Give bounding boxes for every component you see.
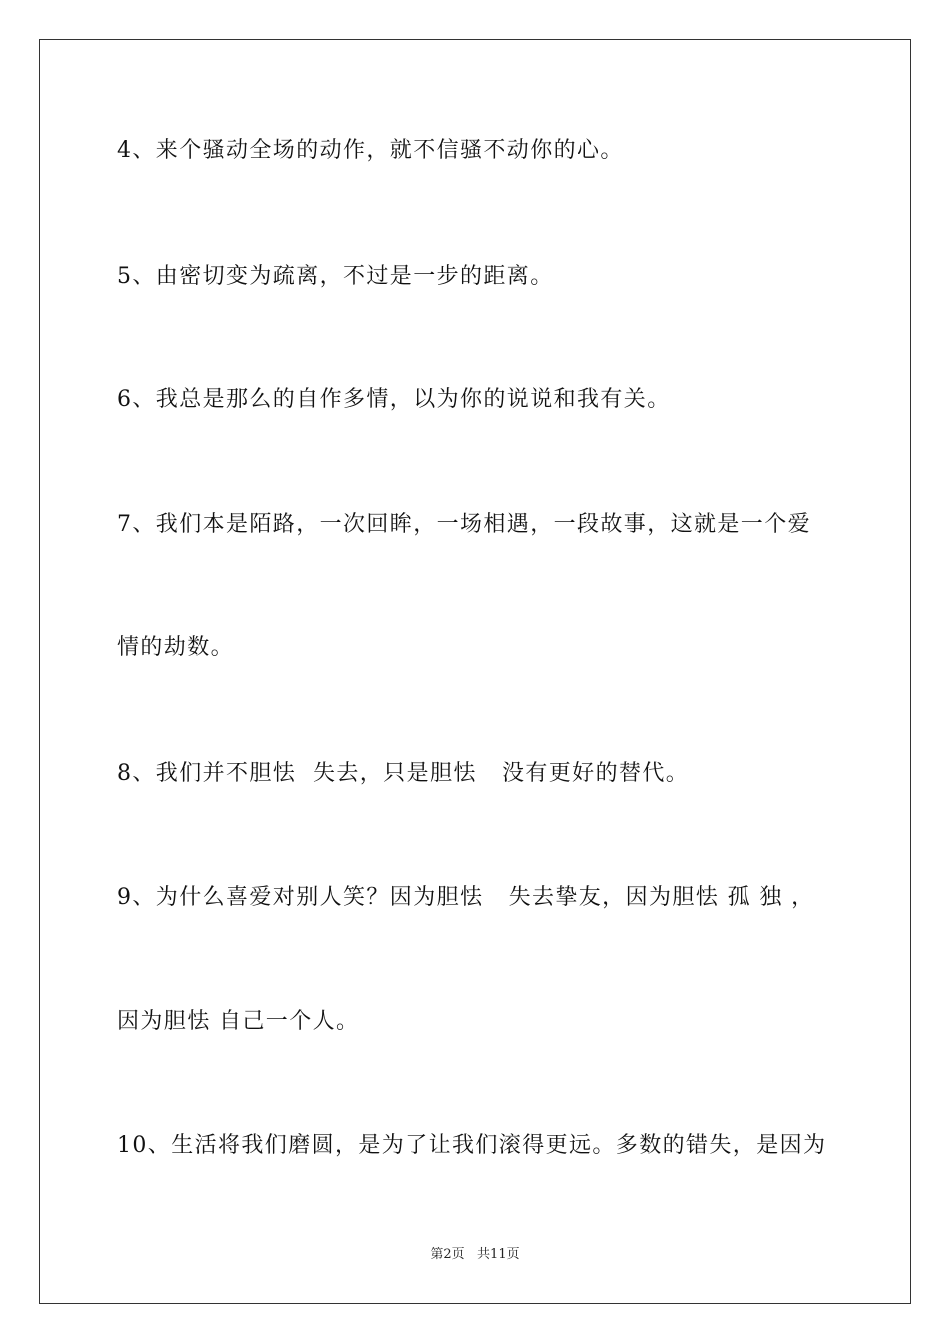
- page-frame: [39, 39, 911, 1304]
- text-line: 7、我们本是陌路，一次回眸，一场相遇，一段故事，这就是一个爱: [117, 512, 811, 537]
- text-line: 10、生活将我们磨圆，是为了让我们滚得更远。多数的错失，是因为: [117, 1133, 827, 1158]
- text-line: 5、由密切变为疏离，不过是一步的距离。: [117, 264, 554, 289]
- text-line: 8、我们并不胆怯 失去，只是胆怯 没有更好的替代。: [117, 761, 690, 786]
- text-line: 9、为什么喜爱对别人笑？因为胆怯 失去挚友，因为胆怯 孤 独 ，: [117, 885, 815, 910]
- text-line: 因为胆怯 自己一个人。: [117, 1009, 360, 1034]
- text-line: 4、来个骚动全场的动作，就不信骚不动你的心。: [117, 138, 624, 163]
- text-line: 情的劫数。: [117, 635, 235, 660]
- page-number-footer: 第2页 共11页: [430, 1247, 520, 1262]
- text-line: 6、我总是那么的自作多情，以为你的说说和我有关。: [117, 387, 671, 412]
